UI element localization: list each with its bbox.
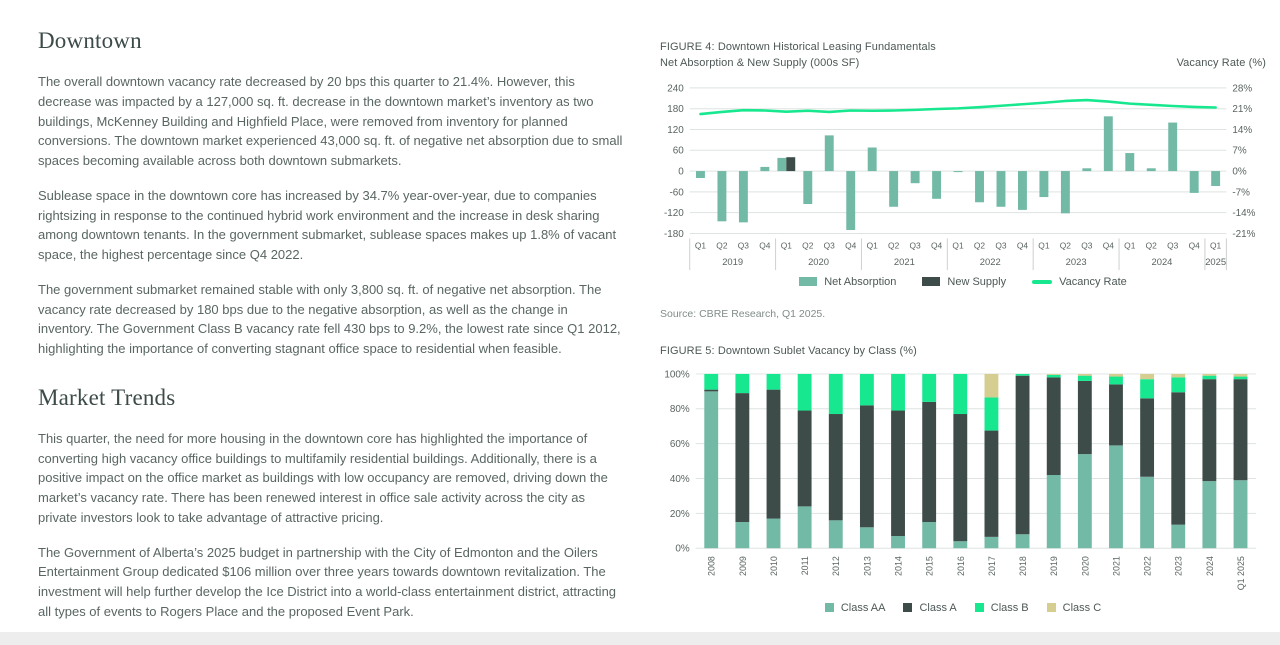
year-tick: 2023 — [1065, 256, 1087, 268]
stack-segment — [1047, 377, 1061, 475]
right-axis-tick: -21% — [1232, 228, 1256, 240]
stack-segment — [1078, 374, 1092, 376]
y-axis-tick: 60% — [669, 438, 690, 450]
legend-item-vacancy-rate — [1032, 276, 1127, 288]
year-tick: 2025 — [1205, 256, 1227, 268]
stack-segment — [1016, 534, 1030, 548]
x-axis-tick: 2024 — [1204, 555, 1215, 576]
left-axis-tick: -180 — [663, 228, 684, 240]
right-axis-tick: 0% — [1232, 166, 1247, 178]
legend-label: Class B — [990, 601, 1029, 614]
right-axis-tick: 7% — [1232, 145, 1247, 157]
right-axis-tick: -7% — [1232, 187, 1250, 199]
stack-segment — [922, 522, 936, 548]
x-axis-tick: 2009 — [737, 555, 748, 576]
stack-segment — [891, 536, 905, 548]
quarter-tick: Q1 — [1038, 240, 1050, 251]
x-axis-tick: 2016 — [955, 555, 966, 576]
legend-item-class-c — [1047, 602, 1102, 614]
vacancy-rate-line — [700, 100, 1215, 114]
figure5-title: FIGURE 5: Downtown Sublet Vacancy by Class (%) — [660, 344, 917, 357]
class-c-swatch-icon — [1047, 603, 1056, 612]
stack-segment — [735, 393, 749, 522]
stack-segment — [1202, 481, 1216, 548]
net-absorption-bar — [1147, 168, 1156, 171]
stack-segment — [1109, 376, 1123, 384]
class-b-swatch-icon — [975, 603, 984, 612]
quarter-tick: Q3 — [1081, 240, 1093, 251]
left-axis-tick: -120 — [663, 207, 684, 219]
net-absorption-bar — [1168, 122, 1177, 171]
quarter-tick: Q1 — [866, 240, 878, 251]
x-axis-tick: 2017 — [986, 555, 997, 576]
stack-segment — [798, 410, 812, 506]
stack-segment — [1171, 392, 1185, 524]
quarter-tick: Q4 — [759, 240, 771, 251]
stack-segment — [1140, 398, 1154, 476]
year-tick: 2022 — [979, 256, 1001, 268]
x-axis-tick: 2021 — [1111, 555, 1122, 576]
left-axis-tick: 180 — [667, 104, 684, 116]
figure4-legend — [660, 276, 1266, 288]
net-absorption-bar — [760, 167, 769, 171]
net-absorption-bar — [1039, 171, 1048, 197]
stack-segment — [953, 414, 967, 541]
x-axis-tick: 2020 — [1080, 555, 1091, 576]
figure4-left-axis-title: Net Absorption & New Supply (000s SF) — [660, 56, 860, 69]
right-axis-tick: -14% — [1232, 207, 1256, 219]
quarter-tick: Q2 — [1059, 240, 1071, 251]
figure4-right-axis-title: Vacancy Rate (%) — [1176, 56, 1266, 69]
net-absorption-bar — [1082, 168, 1091, 171]
quarter-tick: Q4 — [845, 240, 857, 251]
quarter-tick: Q3 — [909, 240, 921, 251]
figure4-chart — [660, 78, 1266, 274]
net-absorption-bar — [739, 171, 748, 222]
x-axis-tick: 2011 — [800, 555, 811, 576]
right-axis-tick: 14% — [1232, 124, 1253, 136]
stack-segment — [985, 430, 999, 536]
y-axis-tick: 20% — [669, 508, 690, 520]
stack-segment — [891, 374, 905, 411]
stack-segment — [1234, 480, 1248, 548]
quarter-tick: Q3 — [1167, 240, 1179, 251]
legend-label: Class A — [919, 601, 957, 614]
legend-item-class-b — [975, 602, 1029, 614]
paragraph: Sublease space in the downtown core has increased by 34.7% year-over-year, due to companies rightsizing in response to the continued hybrid work environment and the increase in desk sharing among downtown tenants. In the government submarket, sublease spaces makes up 1.8% of vacant space, the highest percentage since Q4 2022. — [38, 187, 617, 262]
new-supply-bar — [786, 157, 795, 171]
stack-segment — [1047, 475, 1061, 548]
stack-segment — [735, 374, 749, 393]
stack-segment — [1202, 374, 1216, 376]
stack-segment — [829, 374, 843, 414]
year-tick: 2019 — [722, 256, 744, 268]
stack-segment — [829, 520, 843, 548]
net-absorption-bar — [696, 171, 705, 178]
stack-segment — [860, 527, 874, 548]
figure4-axis-titles — [660, 56, 1266, 72]
net-absorption-bar — [868, 147, 877, 171]
net-absorption-bar — [975, 171, 984, 202]
net-absorption-bar — [1211, 171, 1220, 186]
paragraph: This quarter, the need for more housing in the downtown core has highlighted the importance of converting high vacancy office buildings to multifamily residential buildings. Additionally, there is a positive impact on the office market as buildings with low occupancy are removed, driving down the market’s vacancy rate. There has been renewed interest in office sale activity across the city as private investors look to take advantage of attractive pricing. — [38, 430, 608, 525]
new-supply-swatch-icon — [922, 277, 940, 286]
net-absorption-bar — [911, 171, 920, 183]
quarter-tick: Q1 — [1124, 240, 1136, 251]
figure4-title: FIGURE 4: Downtown Historical Leasing Fundamentals — [660, 41, 936, 53]
net-absorption-bar — [1125, 153, 1134, 171]
net-absorption-bar — [997, 171, 1006, 207]
legend-item-class-a — [903, 602, 956, 614]
stack-segment — [1109, 445, 1123, 548]
x-axis-tick: 2015 — [924, 555, 935, 576]
legend-label: New Supply — [947, 275, 1007, 288]
vacancy-rate-line-swatch-icon — [1032, 280, 1052, 284]
left-axis-tick: 120 — [667, 124, 684, 136]
source-note: Source: CBRE Research, Q1 2025. — [660, 307, 826, 320]
x-axis-tick: 2008 — [706, 555, 717, 576]
x-axis-tick: 2023 — [1173, 555, 1184, 576]
x-axis-tick: 2014 — [893, 555, 904, 576]
stack-segment — [1171, 374, 1185, 377]
stack-segment — [798, 506, 812, 548]
stack-segment — [891, 410, 905, 535]
section-heading-downtown: Downtown — [38, 28, 142, 53]
paragraph: The Government of Alberta’s 2025 budget in partnership with the City of Edmonton and the Oilers Entertainment Group dedicated $106 million over three years towards downtown revitalization. The investment will help further develop the Ice District into a world-class entertainment district, attracting all types of events to Rogers Place and the proposed Event Park. — [38, 544, 617, 619]
net-absorption-bar — [717, 171, 726, 221]
legend-item-net-absorption — [799, 276, 896, 288]
stack-segment — [1047, 375, 1061, 378]
quarter-tick: Q3 — [823, 240, 835, 251]
year-tick: 2024 — [1151, 256, 1173, 268]
legend-item-class-aa — [825, 602, 886, 614]
y-axis-tick: 80% — [669, 404, 690, 416]
stack-segment — [860, 374, 874, 405]
year-tick: 2021 — [893, 256, 915, 268]
stack-segment — [829, 414, 843, 520]
page-footer-strip — [0, 632, 1280, 645]
y-axis-tick: 0% — [675, 543, 690, 555]
class-a-swatch-icon — [903, 603, 912, 612]
quarter-tick: Q1 — [694, 240, 707, 251]
net-absorption-bar — [825, 135, 834, 171]
y-axis-tick: 100% — [664, 369, 690, 381]
figure5-chart — [660, 368, 1266, 602]
quarter-tick: Q2 — [973, 240, 986, 251]
net-absorption-bar — [803, 171, 812, 204]
stack-segment — [767, 389, 781, 518]
stack-segment — [1078, 454, 1092, 548]
x-axis-tick: 2019 — [1049, 555, 1060, 576]
x-axis-tick: 2012 — [831, 555, 842, 576]
stack-segment — [922, 374, 936, 402]
legend-label: Net Absorption — [824, 275, 897, 288]
stack-segment — [704, 391, 718, 548]
quarter-tick: Q1 — [1210, 240, 1222, 251]
quarter-tick: Q3 — [995, 240, 1007, 251]
stack-segment — [1078, 376, 1092, 381]
stack-segment — [1109, 374, 1123, 377]
stack-segment — [1234, 374, 1248, 377]
net-absorption-bar — [846, 171, 855, 230]
x-axis-tick: 2018 — [1018, 555, 1029, 576]
stack-segment — [704, 389, 718, 391]
stack-segment — [1109, 384, 1123, 445]
quarter-tick: Q1 — [952, 240, 964, 251]
stack-segment — [985, 537, 999, 548]
x-axis-tick: 2013 — [862, 555, 873, 576]
stack-segment — [1171, 525, 1185, 549]
year-tick: 2020 — [808, 256, 829, 268]
stack-segment — [860, 405, 874, 527]
quarter-tick: Q2 — [716, 240, 728, 251]
stack-segment — [985, 397, 999, 430]
stack-segment — [1202, 379, 1216, 481]
stack-segment — [1171, 377, 1185, 392]
stack-segment — [1140, 379, 1154, 398]
stack-segment — [953, 541, 967, 548]
class-aa-swatch-icon — [825, 603, 834, 612]
stack-segment — [1202, 376, 1216, 379]
stack-segment — [767, 374, 781, 390]
left-axis-tick: 0 — [678, 166, 684, 178]
quarter-tick: Q1 — [780, 240, 792, 251]
figure5-legend — [660, 602, 1266, 614]
net-absorption-bar — [1018, 171, 1027, 210]
stack-segment — [1140, 477, 1154, 548]
legend-label: Vacancy Rate — [1059, 275, 1127, 288]
stack-segment — [922, 402, 936, 522]
x-axis-tick: Q1 2025 — [1235, 555, 1246, 591]
quarter-tick: Q2 — [1145, 240, 1157, 251]
stack-segment — [767, 518, 781, 548]
legend-item-new-supply — [922, 276, 1006, 288]
left-axis-tick: -60 — [669, 187, 684, 199]
left-axis-tick: 60 — [672, 145, 684, 157]
section-heading-market-trends: Market Trends — [38, 384, 176, 410]
stack-segment — [1234, 379, 1248, 480]
legend-label: Class C — [1062, 601, 1102, 614]
paragraph: The overall downtown vacancy rate decreased by 20 bps this quarter to 21.4%. However, this decrease was impacted by a 127,000 sq. ft. decrease in the downtown market’s inventory as two buildings, McKenney Building and Highfield Place, were removed from inventory for planned conversions. The downtown market experienced 43,000 sq. ft. of negative net absorption due to small spaces becoming available across both downtown submarkets. — [38, 74, 623, 168]
net-absorption-bar — [889, 171, 898, 207]
stack-segment — [798, 374, 812, 411]
paragraph: The government submarket remained stable with only 3,800 sq. ft. of negative net absorption. The vacancy rate decreased by 180 bps due to the negative absorption, as well as the change in inventory. The Government Class B vacancy rate fell 430 bps to 9.2%, the lowest rate since Q1 2012, highlighting the importance of converting stagnant office space to residential when feasible. — [38, 281, 621, 356]
right-axis-tick: 28% — [1232, 83, 1253, 95]
stack-segment — [1140, 374, 1154, 379]
quarter-tick: Q4 — [930, 240, 943, 251]
stack-segment — [953, 374, 967, 414]
x-axis-tick: 2022 — [1142, 555, 1153, 576]
quarter-tick: Q4 — [1102, 240, 1114, 251]
stack-segment — [1047, 374, 1061, 375]
net-absorption-swatch-icon — [799, 277, 817, 286]
stack-segment — [735, 522, 749, 548]
legend-label: Class AA — [840, 601, 886, 614]
left-axis-tick: 240 — [667, 83, 684, 95]
net-absorption-bar — [954, 171, 963, 172]
stack-segment — [1016, 376, 1030, 535]
quarter-tick: Q4 — [1188, 240, 1200, 251]
x-axis-tick: 2010 — [768, 555, 779, 576]
net-absorption-bar — [777, 158, 786, 171]
charts-column — [660, 40, 1266, 614]
stack-segment — [1016, 374, 1030, 376]
y-axis-tick: 40% — [669, 473, 690, 485]
net-absorption-bar — [1190, 171, 1199, 193]
stack-segment — [1234, 376, 1248, 379]
quarter-tick: Q4 — [1016, 240, 1029, 251]
right-axis-tick: 21% — [1232, 104, 1253, 116]
stack-segment — [985, 374, 999, 398]
quarter-tick: Q2 — [802, 240, 814, 251]
text-column — [38, 28, 624, 637]
net-absorption-bar — [1061, 171, 1070, 213]
quarter-tick: Q3 — [737, 240, 749, 251]
stack-segment — [1078, 381, 1092, 454]
stack-segment — [704, 374, 718, 390]
net-absorption-bar — [1104, 116, 1113, 171]
quarter-tick: Q2 — [888, 240, 900, 251]
net-absorption-bar — [932, 171, 941, 199]
